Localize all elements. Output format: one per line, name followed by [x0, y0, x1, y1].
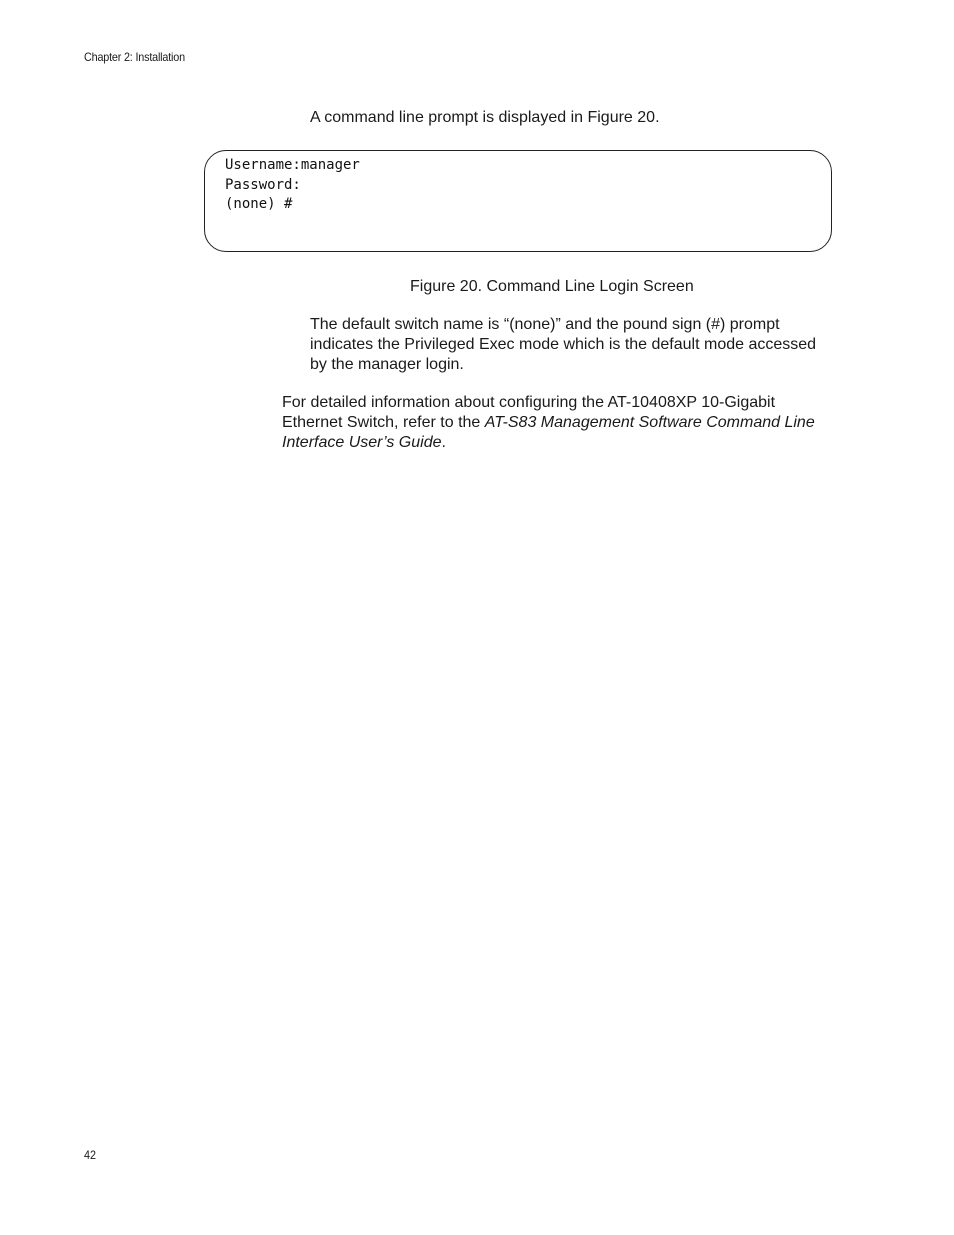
intro-paragraph: A command line prompt is displayed in Figure 20.: [310, 109, 660, 126]
more-info-suffix: .: [441, 434, 446, 451]
terminal-screen: [204, 150, 832, 252]
guide-title: AT-S83 Management Software Command Line Interface User’s Guide: [282, 414, 815, 451]
terminal-line-prompt: (none) #: [225, 196, 293, 212]
running-header: Chapter 2: Installation: [84, 50, 185, 64]
more-info-paragraph: [282, 393, 832, 453]
terminal-line-username: Username:manager: [225, 157, 360, 173]
terminal-line-password: Password:: [225, 176, 301, 193]
more-info-prefix: For detailed information about configuring the AT-10408XP 10-Gigabit Ethernet Switch, refer to the: [282, 394, 776, 431]
note-paragraph: The default switch name is “(none)” and the pound sign (#) prompt indicates the Privileged Exec mode which is the default mode accessed by the manager login.: [310, 316, 817, 373]
page-number: 42: [84, 1148, 97, 1162]
figure-caption: Figure 20. Command Line Login Screen: [410, 278, 694, 295]
terminal-text: [225, 156, 360, 215]
